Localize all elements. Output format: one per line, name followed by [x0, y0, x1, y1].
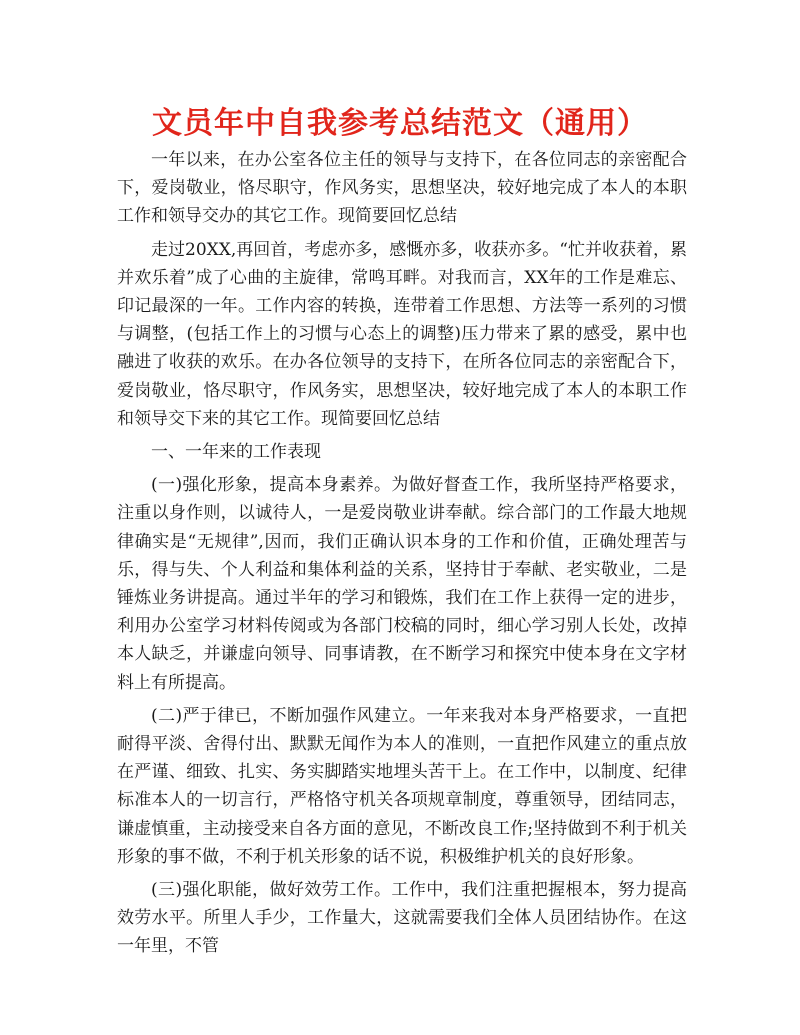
paragraph-item-1: (一)强化形象，提高本身素养。为做好督查工作，我所坚持严格要求，注重以身作则，以诚待人，一是爱岗敬业讲奉献。综合部门的工作最大地规律确实是“无规律”,因而，我们正确认识本身的工作和价值，正确处理苦与乐，得与失、个人利益和集体利益的关系，坚持甘于奉献、老实敬业，二是锤炼业务讲提高。通过半年的学习和锻炼，我们在工作上获得一定的进步，利用办公室学习材料传阅或为各部门校稿的同时，细心学习别人长处，改掉本人缺乏，并谦虚向领导、同事请教，在不断学习和探究中使本身在文字材料上有所提高。	[117, 475, 687, 693]
paragraph-item-2: (二)严于律已，不断加强作风建立。一年来我对本身严格要求，一直把耐得平淡、舍得付出、默默无闻作为本人的准则，一直把作风建立的重点放在严谨、细致、扎实、务实脚踏实地埋头苦干上。在工作中，以制度、纪律标准本人的一切言行，严格恪守机关各项规章制度，尊重领导，团结同志，谦虚慎重，主动接受来自各方面的意见，不断改良工作;坚持做到不利于机关形象的事不做，不利于机关形象的话不说，积极维护机关的良好形象。	[117, 705, 687, 867]
document-body	[117, 146, 687, 966]
document-title: 文员年中自我参考总结范文（通用）	[152, 106, 648, 141]
paragraph-intro: 一年以来，在办公室各位主任的领导与支持下，在各位同志的亲密配合下，爱岗敬业，恪尽职守，作风务实，思想坚决，较好地完成了本人的本职工作和领导交办的其它工作。现简要回忆总结	[117, 150, 687, 227]
paragraph-item-3: (三)强化职能，做好效劳工作。工作中，我们注重把握根本，努力提高效劳水平。所里人手少，工作量大，这就需要我们全体人员团结协作。在这一年里，不管	[117, 880, 687, 957]
paragraph-review: 走过20XX,再回首，考虑亦多，感慨亦多，收获亦多。“忙并收获着，累并欢乐着”成了心曲的主旋律，常鸣耳畔。对我而言，XX年的工作是难忘、印记最深的一年。工作内容的转换，连带着工作思想、方法等一系列的习惯与调整，(包括工作上的习惯与心态上的调整)压力带来了累的感受，累中也融进了收获的欢乐。在办各位领导的支持下，在所各位同志的亲密配合下，爱岗敬业，恪尽职守，作风务实，思想坚决，较好地完成了本人的本职工作和领导交下来的其它工作。现简要回忆总结	[117, 239, 687, 429]
section-heading: 一、一年来的工作表现	[151, 442, 321, 463]
